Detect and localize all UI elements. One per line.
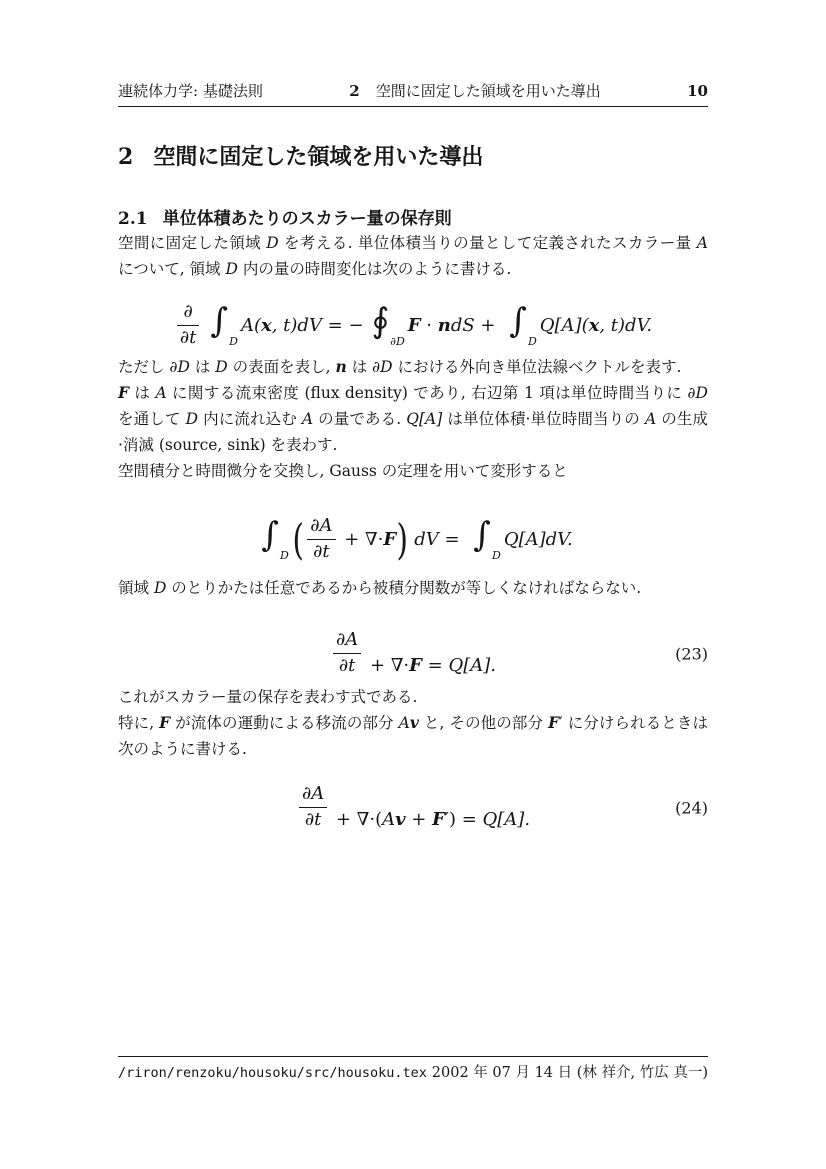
math-text: D	[185, 409, 199, 428]
operator-glyph: ∫	[210, 300, 229, 341]
math-text: に関する流束密度 (flux density) であり, 右辺第 1 項は単位時間当りに	[166, 383, 688, 402]
header-document-title: 連続体力学: 基礎法則	[118, 82, 263, 100]
fraction	[307, 517, 335, 562]
footer-date-authors: 2002 年 07 月 14 日 (林 祥介, 竹広 真一)	[431, 1065, 708, 1081]
math-text: が流体の運動による移流の部分	[170, 713, 399, 732]
math-text: の表面を表し,	[227, 357, 336, 376]
math-text: D	[153, 578, 167, 597]
section-title: 空間に固定した領域を用いた導出	[153, 144, 484, 170]
math-text: + ∇·(	[330, 808, 383, 830]
paragraph-region-definition	[118, 230, 708, 282]
operator-subscript	[280, 549, 289, 562]
footer-file-path: /riron/renzoku/housoku/src/housoku.tex	[118, 1065, 427, 1081]
operator-glyph: ∫	[473, 514, 491, 555]
paragraph-gauss-theorem	[118, 458, 708, 484]
fraction	[333, 631, 361, 676]
math-text: ·	[420, 314, 438, 336]
math-text: Q[A]	[406, 409, 443, 428]
math-text: のとりかたは任意であるから被積分関数が等しくなければならない.	[166, 578, 642, 597]
math-text: について, 領域	[118, 259, 226, 278]
math-text: v	[409, 712, 419, 732]
math-text: x	[588, 314, 600, 336]
math-text: 特に,	[118, 713, 160, 732]
math-text: v	[395, 808, 406, 830]
section-heading	[118, 144, 708, 170]
math-text: D	[229, 334, 238, 348]
math-text: dV	[408, 528, 439, 550]
math-text: +	[405, 808, 433, 830]
header-page-number: 10	[687, 82, 708, 100]
equation-budget-integral	[118, 298, 708, 354]
integral-sign	[509, 300, 537, 348]
big-parenthesis: )	[396, 514, 409, 564]
math-text: F	[432, 808, 445, 830]
operator-subscript	[492, 549, 501, 562]
math-text: x	[260, 314, 272, 336]
math-text: , t)dV	[271, 314, 322, 336]
paragraph-arbitrary-region	[118, 575, 708, 601]
math-text: ∂D	[372, 357, 393, 376]
paragraph-surface-normal	[118, 354, 708, 380]
math-text: n	[335, 356, 347, 376]
math-text: +	[474, 314, 502, 336]
fraction-denominator	[333, 653, 361, 676]
math-text: A	[155, 383, 167, 402]
math-text: 内の量の時間変化は次のように書ける.	[237, 259, 512, 278]
math-text: を考える. 単位体積当りの量として定義されたスカラー量	[278, 233, 697, 252]
math-text: Q[A].	[482, 808, 531, 830]
math-text: D	[266, 233, 279, 252]
math-text: D	[527, 334, 537, 348]
math-text: 領域	[118, 578, 154, 597]
operator-glyph: ∫	[261, 514, 279, 555]
math-text: =	[438, 528, 466, 550]
math-text: は	[189, 357, 216, 376]
math-text: ∂t	[313, 541, 330, 563]
math-text: は単位体積·単位時間当りの	[442, 409, 645, 428]
math-text: ∂t	[338, 654, 356, 676]
math-text: における外向き単位法線ベクトルを表す.	[392, 357, 682, 376]
math-text: dS	[450, 314, 475, 336]
math-text: ∂A	[301, 783, 325, 805]
operator-subscript	[229, 335, 238, 348]
header-section-number: 2	[349, 82, 360, 100]
math-text: と, その他の部分	[418, 713, 549, 732]
math-text: 内に流れ込む	[198, 409, 302, 428]
equation-body	[330, 631, 496, 676]
equation-number-tag: (23)	[675, 644, 708, 664]
math-text: D	[492, 548, 501, 562]
math-text: A	[696, 233, 708, 252]
math-text: ∂D	[687, 383, 708, 402]
math-text: F	[548, 712, 560, 732]
fraction	[299, 785, 327, 830]
fraction	[177, 303, 200, 348]
equation-body	[296, 785, 530, 830]
math-text: ∂A	[310, 515, 333, 537]
fraction-numerator	[307, 517, 335, 539]
math-text: を通して	[118, 409, 186, 428]
math-text: A	[382, 808, 396, 830]
math-text: A	[644, 409, 657, 428]
math-text: + ∇·	[364, 654, 410, 676]
math-text: D	[279, 548, 289, 562]
math-text: は	[129, 383, 156, 402]
math-text: F	[409, 654, 422, 676]
math-text: ′	[559, 713, 563, 732]
math-text: は	[346, 357, 373, 376]
math-text: Q[A].	[448, 654, 496, 676]
integral-sign	[473, 514, 501, 562]
subsection-title: 単位体積あたりのスカラー量の保存則	[162, 209, 452, 230]
math-text: ∂	[183, 301, 193, 323]
integral-sign	[261, 514, 289, 562]
paragraph-conservation-statement	[118, 684, 708, 710]
math-text: ∂t	[304, 808, 322, 830]
math-text: F	[159, 712, 171, 732]
math-text: の量である.	[313, 409, 407, 428]
math-text: F	[407, 314, 421, 336]
math-text: ∂t	[179, 327, 197, 349]
math-text: ′) =	[444, 808, 483, 830]
equation-gauss-transformed	[118, 505, 708, 575]
math-text: 空間に固定した領域	[118, 233, 267, 252]
paragraph-advection-split	[118, 710, 708, 762]
fraction-denominator	[307, 539, 335, 562]
math-text: に分けられるときは次のように書ける.	[118, 713, 709, 758]
header-section-title: 空間に固定した領域を用いた導出	[375, 82, 601, 100]
math-text: =	[421, 654, 449, 676]
equation-advection-24	[118, 778, 708, 838]
fraction-denominator	[299, 807, 327, 830]
math-text: ∂D	[390, 334, 405, 348]
integral-sign	[210, 300, 238, 348]
big-parenthesis: (	[292, 514, 304, 564]
math-text: ∂A	[336, 629, 359, 651]
math-text: + ∇·	[338, 528, 384, 550]
operator-glyph: ∮	[371, 300, 390, 341]
fraction-numerator	[299, 785, 327, 807]
math-text: ただし	[118, 357, 170, 376]
math-text: Q[A]dV.	[503, 528, 573, 550]
math-text: = −	[321, 314, 364, 336]
equation-conservation-23	[118, 624, 708, 684]
subsection-heading	[118, 209, 708, 229]
paragraph-flux-density	[118, 380, 708, 458]
fraction-numerator	[177, 303, 200, 325]
math-text: 空間積分と時間微分を交換し, Gauss の定理を用いて変形すると	[118, 461, 568, 480]
math-text: の生成·消滅 (source, sink) を表わす.	[118, 409, 708, 454]
math-text: D	[215, 357, 228, 376]
math-text: F	[118, 382, 130, 402]
math-text: D	[225, 259, 238, 278]
operator-subscript	[390, 335, 405, 348]
math-text: n	[437, 314, 451, 336]
page-header	[118, 82, 708, 107]
math-text: これがスカラー量の保存を表わす式である.	[118, 687, 418, 706]
equation-number-tag: (24)	[675, 798, 708, 818]
math-text: F	[383, 528, 397, 550]
math-text: A	[398, 713, 410, 732]
section-number: 2	[118, 144, 134, 170]
header-section-info	[349, 82, 600, 100]
operator-subscript	[528, 335, 537, 348]
contour-integral-sign	[371, 300, 405, 348]
math-text: ∂D	[169, 357, 190, 376]
fraction-denominator	[177, 325, 200, 348]
operator-glyph: ∫	[509, 300, 527, 341]
math-text: , t)dV.	[599, 314, 653, 336]
page-footer	[118, 1056, 708, 1083]
subsection-number: 2.1	[118, 209, 148, 230]
fraction-numerator	[333, 631, 361, 653]
math-text: A(	[240, 314, 261, 336]
math-text: A	[301, 409, 314, 428]
math-text: Q[A](	[539, 314, 589, 336]
